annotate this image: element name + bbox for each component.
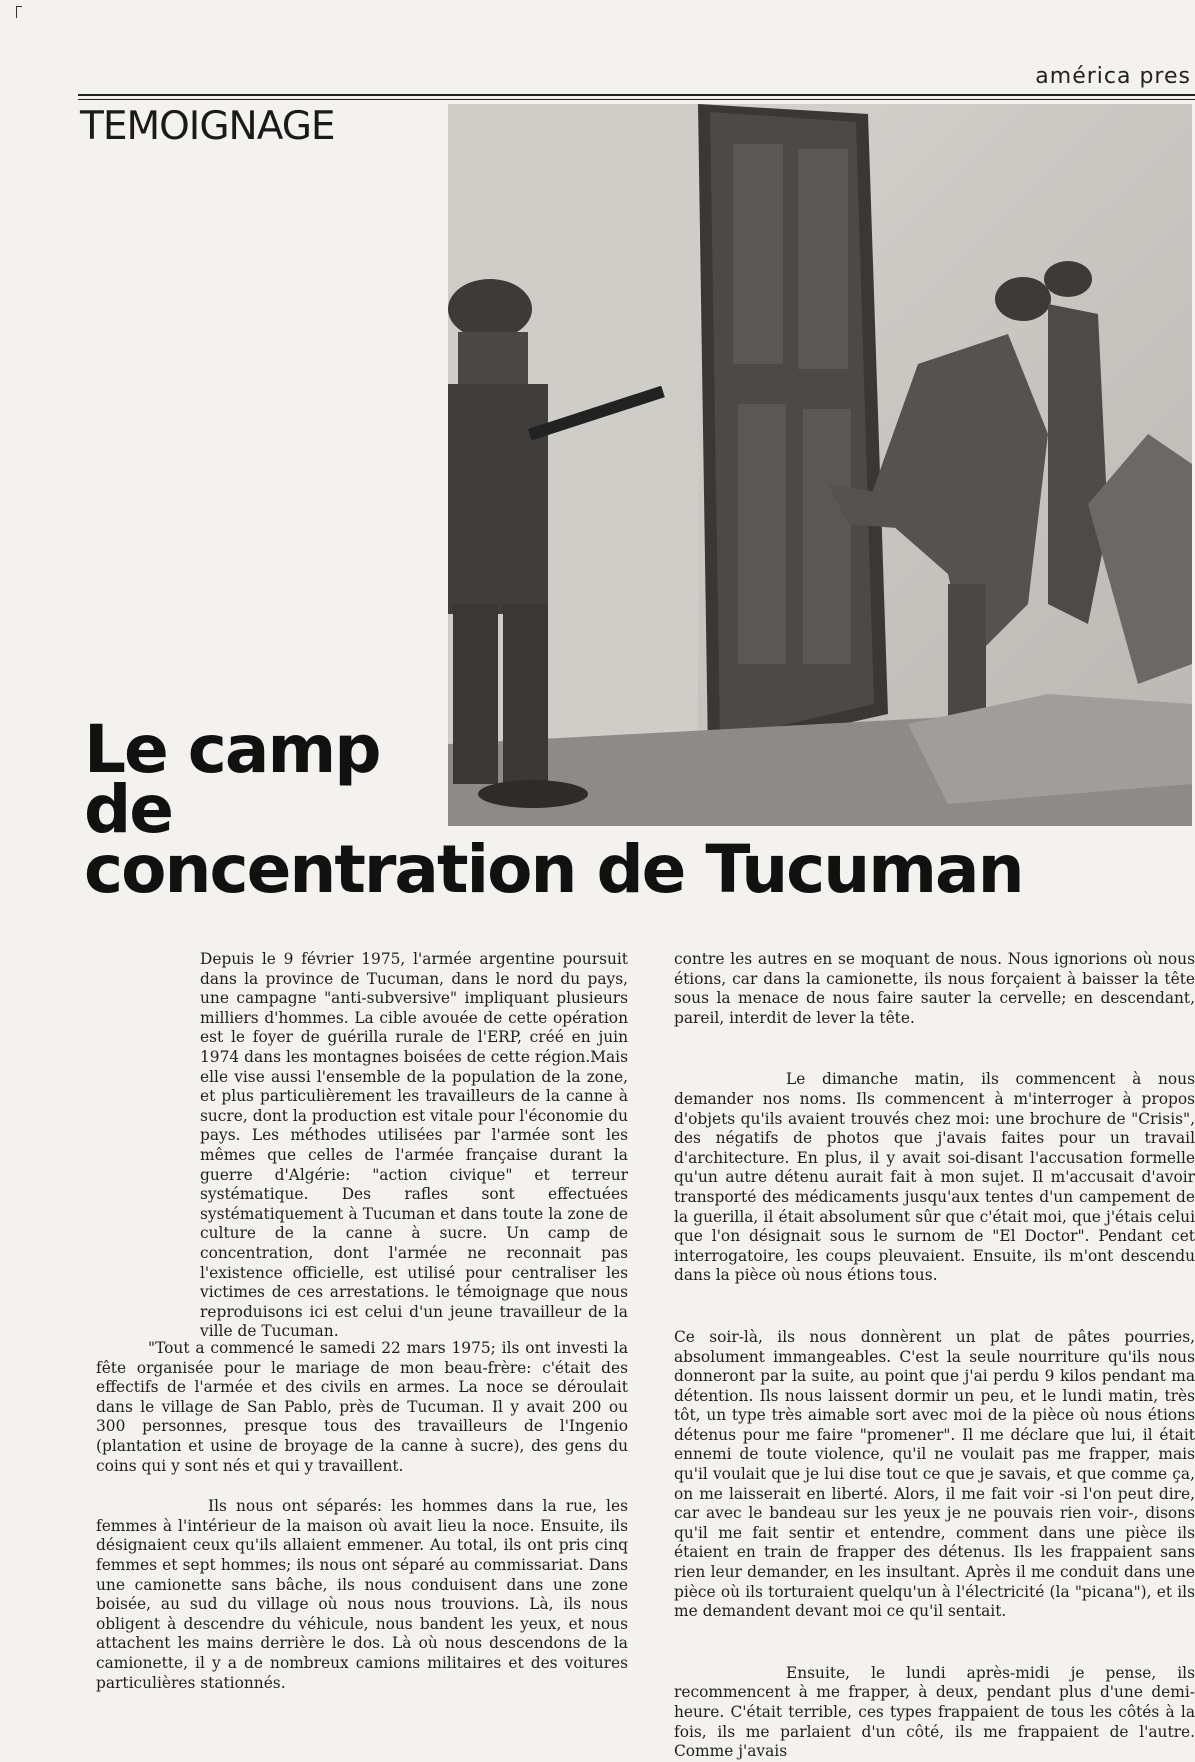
- headline-line: Le camp: [84, 711, 380, 788]
- body-paragraph: "Tout a commencé le samedi 22 mars 1975; ils ont investi la fête organisée pour le mariage de mon beau-frère: c'était des effectifs de l'armée et des civils en armes. La noce se déroulait dans le village de San Pablo, près de Tucuman. Il y avait 200 ou 300 personnes, presque tous des travailleurs de l'Ingenio (plantation et usine de broyage de la canne à sucre), des gens du coins qui y sont nés et qui y travaillent.: [96, 1339, 628, 1475]
- header-rule-thin: [78, 99, 1195, 100]
- body-paragraph: Le dimanche matin, ils commencent à nous demander nos noms. Ils commencent à m'interroger à propos d'objets qu'ils avaient trouvés chez moi: une brochure de "Crisis", des négatifs de photos que j'avais faites pour un travail d'architecture. En plus, il y avait soi-disant l'accusation formelle qu'un autre détenu aurait fait à mon sujet. Il m'accusait d'avoir transporté des médicaments jusqu'aux tentes d'un campement de la guerilla, il était absolument sûr que c'était moi, que j'étais celui que l'on désignait sous le surnom de "El Doctor". Pendant cet interrogatoire, les coups pleuvaient. Ensuite, ils m'ont descendu dans la pièce où nous étions tous.: [674, 1070, 1195, 1285]
- intro-paragraph: [200, 950, 628, 1342]
- headline-line: de: [84, 771, 173, 848]
- body-paragraph: Ils nous ont séparés: les hommes dans la rue, les femmes à l'intérieur de la maison où avait lieu la noce. Ensuite, ils désignaient ceux qu'ils allaient emmener. Au total, ils ont pris cinq femmes et sept hommes; ils nous ont séparé au commissariat. Dans une camionette sans bâche, ils nous conduisent dans une zone boisée, au sud du village où nous nous trouvions. Là, ils nous obligent à descendre du véhicule, nous bandent les yeux, et nous attachent les mains derrière le dos. Là où nous descendons de la camionette, il y a de nombreux camions militaires et des voitures particulières stationnés.: [96, 1497, 628, 1692]
- crop-mark: [16, 6, 17, 18]
- body-paragraph: contre les autres en se moquant de nous. Nous ignorions où nous étions, car dans la camionette, ils nous forçaient à baisser la tête sous la menace de nous faire sauter la cervelle; en descendant, pareil, interdit de lever la tête.: [674, 950, 1195, 1027]
- article-photo: [448, 104, 1192, 826]
- right-column: [674, 950, 1195, 1761]
- body-paragraph: Ensuite, le lundi après-midi je pense, ils recommencent à me frapper, à deux, pendant plus d'une demi-heure. C'était terrible, ces types frappaient de tous les côtés à la fois, ils me parlaient d'un côté, ils me frappaient de l'autre. Comme j'avais: [674, 1663, 1195, 1761]
- headline: [84, 711, 1084, 908]
- section-label: TEMOIGNAGE: [80, 104, 335, 149]
- left-column: [96, 1339, 628, 1693]
- body-paragraph: Ce soir-là, ils nous donnèrent un plat de pâtes pourries, absolument immangeables. C'est la seule nourriture qu'ils nous donneront par la suite, au point que j'ai perdu 9 kilos pendant ma détention. Ils nous laissent dormir un peu, et le lundi matin, très tôt, un type très aimable sort avec moi de la pièce où nous étions détenus pour me faire "promener". Il me déclare que lui, il était ennemi de toute violence, qu'il ne voulait pas me frapper, mais qu'il voulait que je lui dise tout ce que je savais, et que comme ça, on me laisserait en liberté. Alors, il me fait voir -si l'on peut dire, car avec le bandeau sur les yeux je ne pouvais rien voir-, disons qu'il me fait sentir et entendre, comment dans une pièce ils étaient en train de frapper des détenus. Ils les frappaient sans rien leur demander, en les insultant. Après il me conduit dans une pièce où ils torturaient quelqu'un à l'électricité (la "picana"), et ils me demandent devant moi ce qu'il sentait.: [674, 1327, 1195, 1621]
- header-rule: [78, 94, 1195, 96]
- masthead: américa pres: [1035, 64, 1191, 89]
- intro-text: Depuis le 9 février 1975, l'armée argentine poursuit dans la province de Tucuman, dans le nord du pays, une campagne "anti-subversive" impliquant plusieurs milliers d'hommes. La cible avouée de cette opération est le foyer de guérilla rurale de l'ERP, créé en juin 1974 dans les montagnes boisées de cette région.Mais elle vise aussi l'ensemble de la population de la zone, et plus particulièrement les travailleurs de la canne à sucre, dont la production est vitale pour l'économie du pays. Les méthodes utilisées par l'armée sont les mêmes que celles de l'armée française durant la guerre d'Algérie: "action civique" et terreur systématique. Des rafles sont effectuées systématiquement à Tucuman et dans toute la zone de culture de la canne à sucre. Un camp de concentration, dont l'armée ne reconnait pas l'existence officielle, est utilisé pour centraliser les victimes de ces arrestations. le témoignage que nous reproduisons ici est celui d'un jeune travailleur de la ville de Tucuman.: [200, 950, 628, 1341]
- headline-line: concentration de Tucuman: [84, 831, 1023, 908]
